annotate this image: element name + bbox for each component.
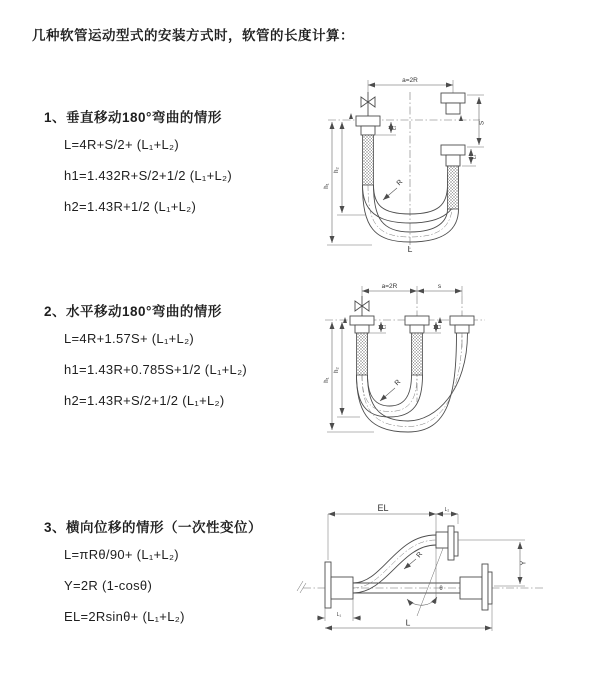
dim-joint-left xyxy=(317,599,361,621)
diagram-lateral-displacement xyxy=(295,498,570,643)
section-2-formula-L: L=4R+1.57S+ (L₁+L₂) xyxy=(64,331,195,346)
lower-flange xyxy=(460,564,492,610)
radius-annotation xyxy=(404,551,424,569)
flow-arrow-icon xyxy=(459,115,463,121)
dim-label-L: L xyxy=(405,617,411,628)
dim-label-L1: L₁ xyxy=(391,125,398,131)
braid-middle xyxy=(412,333,423,375)
dim-top-width xyxy=(368,77,453,85)
dim-label-a2r: a=2R xyxy=(402,77,418,84)
diagram-1-svg xyxy=(310,74,545,256)
flow-arrow-icon xyxy=(349,113,353,119)
section-1-heading: 1、垂直移动180°弯曲的情形 xyxy=(44,110,222,125)
section-1-formula-L: L=4R+S/2+ (L₁+L₂) xyxy=(64,137,179,152)
dim-label-L2: L₂ xyxy=(437,324,443,330)
page-title: 几种软管运动型式的安装方式时，软管的长度计算： xyxy=(32,28,354,43)
diagram-vertical-movement xyxy=(310,74,545,256)
radius-annotation xyxy=(383,179,404,200)
dim-label-theta: θ xyxy=(439,586,443,592)
dim-label-h2: h₂ xyxy=(334,167,340,173)
dim-top xyxy=(328,503,458,560)
braid-left xyxy=(363,135,374,185)
break-mark-icon xyxy=(297,581,306,593)
dim-label-h2: h₂ xyxy=(334,367,340,373)
section-3-formula-L: L=πRθ/90+ (L₁+L₂) xyxy=(64,547,179,562)
braid-right xyxy=(448,166,459,209)
angle-annotation xyxy=(407,514,447,616)
section-3-formula-EL: EL=2Rsinθ+ (L₁+L₂) xyxy=(64,609,185,624)
upper-flange xyxy=(436,526,458,560)
dim-label-L1: L₁ xyxy=(336,612,342,618)
dim-label-L2: L₂ xyxy=(444,507,450,513)
dim-label-R: R xyxy=(395,178,405,188)
left-fitting xyxy=(349,80,380,185)
hose-arcs xyxy=(363,174,459,242)
dim-label-R: R xyxy=(393,378,403,388)
middle-fitting xyxy=(405,286,442,375)
left-fitting xyxy=(343,286,374,375)
dim-label-L2: L₂ xyxy=(471,154,478,160)
dim-label-S: S xyxy=(478,120,486,126)
diagram-2-svg xyxy=(310,280,545,452)
centerlines xyxy=(325,296,485,402)
radius-annotation xyxy=(380,379,402,401)
dim-label-R: R xyxy=(415,550,425,560)
dim-length xyxy=(325,604,492,631)
hose-s-curve xyxy=(353,535,436,593)
section-2-formula-h1: h1=1.43R+0.785S+1/2 (L₁+L₂) xyxy=(64,362,248,377)
dim-label-Y: Y xyxy=(520,560,528,566)
dim-top xyxy=(362,283,462,291)
dim-label-L: L xyxy=(407,244,413,254)
section-3-formula-Y: Y=2R (1-cosθ) xyxy=(64,578,153,593)
diagram-horizontal-movement xyxy=(310,280,545,452)
section-2-heading: 2、水平移动180°弯曲的情形 xyxy=(44,304,222,319)
dim-label-a2r: a=2R xyxy=(381,283,398,290)
section-1-formula-h2: h2=1.43R+1/2 (L₁+L₂) xyxy=(64,199,197,214)
section-1-formula-h1: h1=1.432R+S/2+1/2 (L₁+L₂) xyxy=(64,168,232,183)
right-fitting xyxy=(441,80,465,209)
dim-label-h1: h₁ xyxy=(324,377,330,383)
section-3-heading: 3、横向位移的情形（一次性变位） xyxy=(44,520,263,535)
dim-label-h1: h₁ xyxy=(324,183,330,189)
left-flange xyxy=(325,562,353,608)
dim-label-EL: EL xyxy=(377,503,389,513)
right-fitting xyxy=(450,286,474,333)
braid-left xyxy=(357,333,368,375)
diagram-3-svg xyxy=(295,498,570,643)
dim-stroke-S xyxy=(462,95,486,166)
dim-label-s: s xyxy=(437,283,442,290)
dim-label-L1: L₁ xyxy=(382,324,388,330)
section-2-formula-h2: h2=1.43R+S/2+1/2 (L₁+L₂) xyxy=(64,393,225,408)
